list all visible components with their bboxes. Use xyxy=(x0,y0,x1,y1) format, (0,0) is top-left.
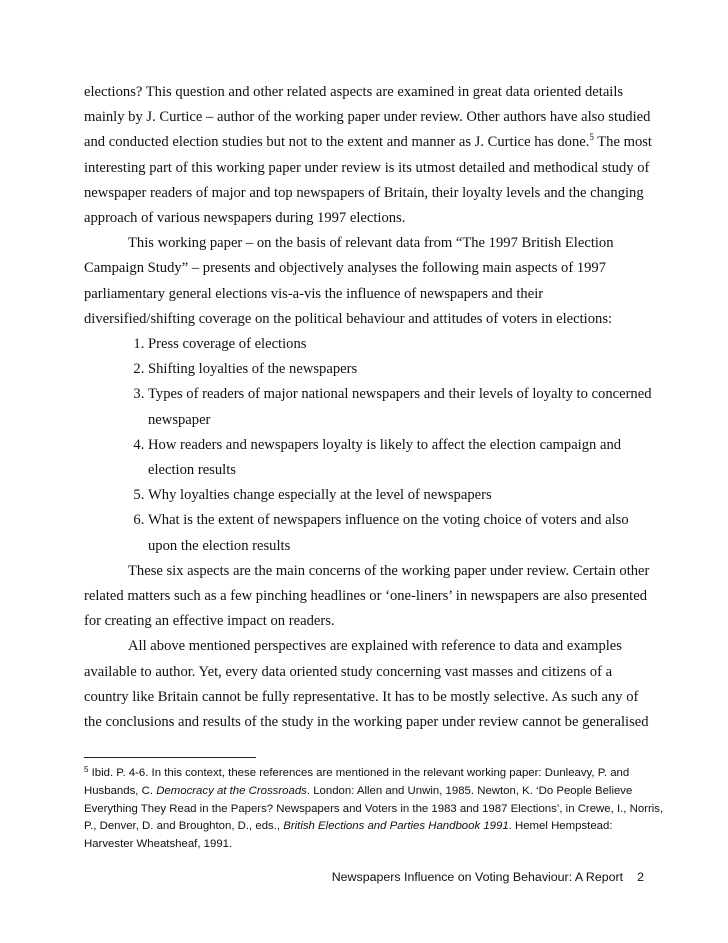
footnote-text-1: Ibid. P. 4-6. In this context, these references are mentioned in the relevant working paper: Dunleavy, P. and Husbands, C. xyxy=(84,767,630,797)
footnote-text-3: . Hemel Hempstead: Harvester Wheatsheaf, 1991. xyxy=(84,820,613,851)
body-text xyxy=(84,80,656,735)
footnote-book-title-1: Democracy at the Crossroads xyxy=(156,784,307,797)
aspects-list xyxy=(84,332,656,559)
footnote-text-2: . London: Allen and Unwin, 1985. Newton, K. ‘Do People Believe Everything They Read in the Papers? Newspapers and Voters in the 1983 and 1987 Elections’, in Crewe, I., Norris, P., Denver, D. and Broughton, D., eds., xyxy=(84,784,664,833)
list-item: 4. How readers and newspapers loyalty is likely to affect the election campaign and election results xyxy=(148,433,656,483)
footnote-separator xyxy=(84,757,256,758)
list-item: 2. Shifting loyalties of the newspapers xyxy=(148,357,656,382)
footnote xyxy=(84,765,664,854)
footnote-number: 5 xyxy=(84,765,89,774)
footnote-book-title-2: British Elections and Parties Handbook 1991 xyxy=(283,820,509,833)
list-item: 1. Press coverage of elections xyxy=(148,332,656,357)
list-item: 3. Types of readers of major national newspapers and their levels of loyalty to concerned newspaper xyxy=(148,382,656,432)
paragraph-2: This working paper – on the basis of relevant data from “The 1997 British Election Campaign Study” – presents and objectively analyses the following main aspects of 1997 parliamentary general elections vis-a-vis the influence of newspapers and their diversified/shifting coverage on the political behaviour and attitudes of voters in elections: xyxy=(84,235,614,327)
list-item: 5. Why loyalties change especially at the level of newspapers xyxy=(148,483,656,508)
page-footer xyxy=(300,869,644,885)
footer-title: Newspapers Influence on Voting Behaviour: A Report xyxy=(331,870,624,884)
paragraph-4: All above mentioned perspectives are explained with reference to data and examples available to author. Yet, every data oriented study concerning vast masses and citizens of a country like Britain cannot be fully representative. It has to be mostly selective. As such any of the conclusions and results of the study in the working paper under review cannot be generalised xyxy=(84,638,649,731)
paragraph-3: These six aspects are the main concerns of the working paper under review. Certain other related matters such as a few pinching headlines or ‘one-liners’ in newspapers are also presented for creating an effective impact on readers. xyxy=(84,562,650,630)
page-number: 2 xyxy=(637,870,644,884)
paragraph-1 xyxy=(84,80,656,231)
footnote-reference: 5 xyxy=(589,132,594,143)
paragraph-1-text-a: elections? This question and other related aspects are examined in great data oriented details mainly by J. Curtice – author of the working paper under review. Other authors have also studied and conducted election studies but not to the extent and manner as J. Curtice has done. xyxy=(84,84,651,151)
paragraph-1-text-b: The most interesting part of this working paper under review is its utmost detailed and methodical study of newspaper readers of major and top newspapers of Britain, their loyalty levels and the changing approach of various newspapers during 1997 elections. xyxy=(84,134,652,227)
list-item: 6. What is the extent of newspapers influence on the voting choice of voters and also upon the election results xyxy=(148,508,656,558)
